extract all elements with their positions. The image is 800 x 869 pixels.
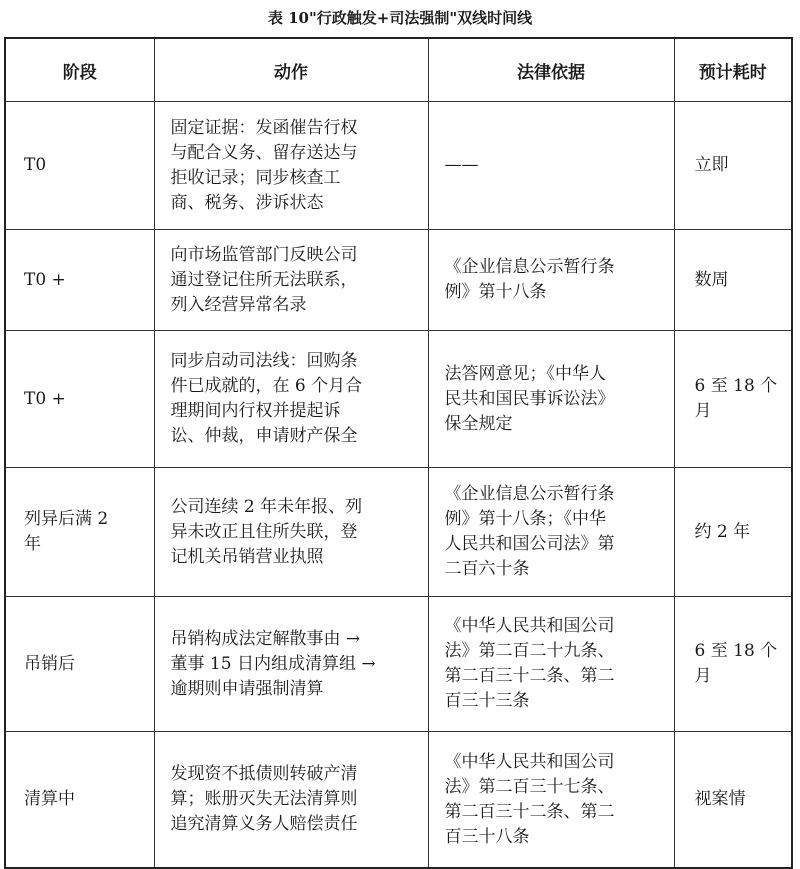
cell-text-line: 约 2 年 <box>694 521 751 542</box>
cell-action <box>154 331 428 468</box>
cell-text-line: 记机关吊销营业执照 <box>170 546 324 567</box>
cell-text-line: 百三十八条 <box>444 826 530 847</box>
cell-stage <box>5 732 154 869</box>
cell-text-line: 同步启动司法线：回购条 <box>170 351 358 371</box>
cell-legal-basis <box>428 468 674 597</box>
cell-estimated-time <box>674 732 792 869</box>
cell-action <box>154 732 428 869</box>
cell-text-line: 吊销构成法定解散事由 → <box>170 628 361 649</box>
table-row <box>5 597 792 732</box>
cell-text-line: 清算中 <box>24 789 75 809</box>
table-row <box>5 331 792 468</box>
cell-text-line: 固定证据：发函催告行权 <box>170 117 358 138</box>
cell-text-line: 发现资不抵债则转破产清 <box>170 764 358 784</box>
cell-text-line: 董事 15 日内组成清算组 → <box>170 653 376 674</box>
cell-text-line: 6 至 18 个 <box>694 641 778 661</box>
cell-text-line: 法答网意见；《中华人 <box>444 363 606 384</box>
cell-action <box>154 230 428 331</box>
cell-text-line: 与配合义务、留存送达与 <box>170 142 358 163</box>
cell-stage <box>5 230 154 331</box>
table-header-row <box>5 38 792 102</box>
cell-text-line: —— <box>444 155 479 175</box>
cell-text-line: T0 + <box>24 269 66 290</box>
cell-text-line: 民共和国民事诉讼法》 <box>444 388 615 409</box>
cell-text-line: 月 <box>694 666 712 686</box>
cell-text-line: 立即 <box>694 155 729 175</box>
cell-text-line: 视案情 <box>694 789 746 809</box>
cell-text-line: 列入经营异常名录 <box>170 294 307 315</box>
cell-legal-basis <box>428 102 674 230</box>
cell-text-line: 法》第二百二十九条、 <box>444 641 615 661</box>
cell-estimated-time <box>674 597 792 732</box>
cell-text-line: 拒收记录；同步核查工 <box>170 167 341 188</box>
cell-estimated-time <box>674 102 792 230</box>
cell-text-line: 《企业信息公示暂行条 <box>444 484 615 504</box>
header-stage: 阶段 <box>5 38 154 102</box>
cell-text-line: 逾期则申请强制清算 <box>170 678 324 699</box>
cell-stage <box>5 102 154 230</box>
cell-text-line: 商、税务、涉诉状态 <box>170 192 324 213</box>
cell-text-line: 月 <box>694 401 712 421</box>
cell-text-line: 例》第十八条 <box>444 282 547 302</box>
cell-text-line: 公司连续 2 年未年报、列 <box>170 496 363 517</box>
cell-text-line: 《中华人民共和国公司 <box>444 751 615 772</box>
cell-text-line: 二百六十条 <box>444 559 530 579</box>
cell-stage <box>5 468 154 597</box>
cell-action <box>154 102 428 230</box>
cell-text-line: 算；账册灭失无法清算则 <box>170 789 358 809</box>
cell-text-line: 法》第二百三十七条、 <box>444 776 615 797</box>
cell-text-line: 数周 <box>694 269 729 290</box>
header-legal-basis: 法律依据 <box>428 38 674 102</box>
cell-stage <box>5 331 154 468</box>
cell-text-line: 第二百三十二条、第二 <box>444 801 615 822</box>
cell-text-line: 列异后满 2 <box>24 509 109 529</box>
cell-action <box>154 468 428 597</box>
cell-text-line: 第二百三十二条、第二 <box>444 666 615 686</box>
cell-stage <box>5 597 154 732</box>
header-estimated-time: 预计耗时 <box>674 38 792 102</box>
cell-text-line: T0 + <box>24 388 66 409</box>
cell-text-line: 《中华人民共和国公司 <box>444 616 615 636</box>
cell-estimated-time <box>674 230 792 331</box>
cell-text-line: 件已成就的，在 6 个月合 <box>170 376 363 396</box>
cell-estimated-time <box>674 468 792 597</box>
table-row <box>5 468 792 597</box>
cell-text-line: 向市场监管部门反映公司 <box>170 244 358 265</box>
cell-text-line: 通过登记住所无法联系， <box>170 269 358 290</box>
cell-text-line: 讼、仲裁，申请财产保全 <box>170 426 358 446</box>
table-row <box>5 732 792 869</box>
cell-text-line: 异未改正且住所失联，登 <box>170 521 358 542</box>
cell-text-line: 百三十三条 <box>444 691 530 711</box>
cell-text-line: 追究清算义务人赔偿责任 <box>170 814 358 834</box>
cell-legal-basis <box>428 597 674 732</box>
cell-legal-basis <box>428 331 674 468</box>
cell-text-line: 《企业信息公示暂行条 <box>444 257 615 277</box>
cell-estimated-time <box>674 331 792 468</box>
header-action: 动作 <box>154 38 428 102</box>
table-row <box>5 230 792 331</box>
table-row <box>5 102 792 230</box>
table-caption: 表 10"行政触发+司法强制"双线时间线 <box>267 9 533 27</box>
cell-text-line: T0 <box>24 155 47 175</box>
timeline-table <box>4 37 793 869</box>
cell-legal-basis <box>428 230 674 331</box>
cell-text-line: 人民共和国公司法》第 <box>444 534 615 554</box>
cell-action <box>154 597 428 732</box>
cell-text-line: 保全规定 <box>444 413 513 434</box>
cell-text-line: 6 至 18 个 <box>694 376 778 396</box>
cell-text-line: 理期间内行权并提起诉 <box>170 401 341 421</box>
cell-text-line: 吊销后 <box>24 653 75 674</box>
cell-text-line: 年 <box>24 534 41 554</box>
cell-legal-basis <box>428 732 674 869</box>
cell-text-line: 例》第十八条；《中华 <box>444 509 606 529</box>
